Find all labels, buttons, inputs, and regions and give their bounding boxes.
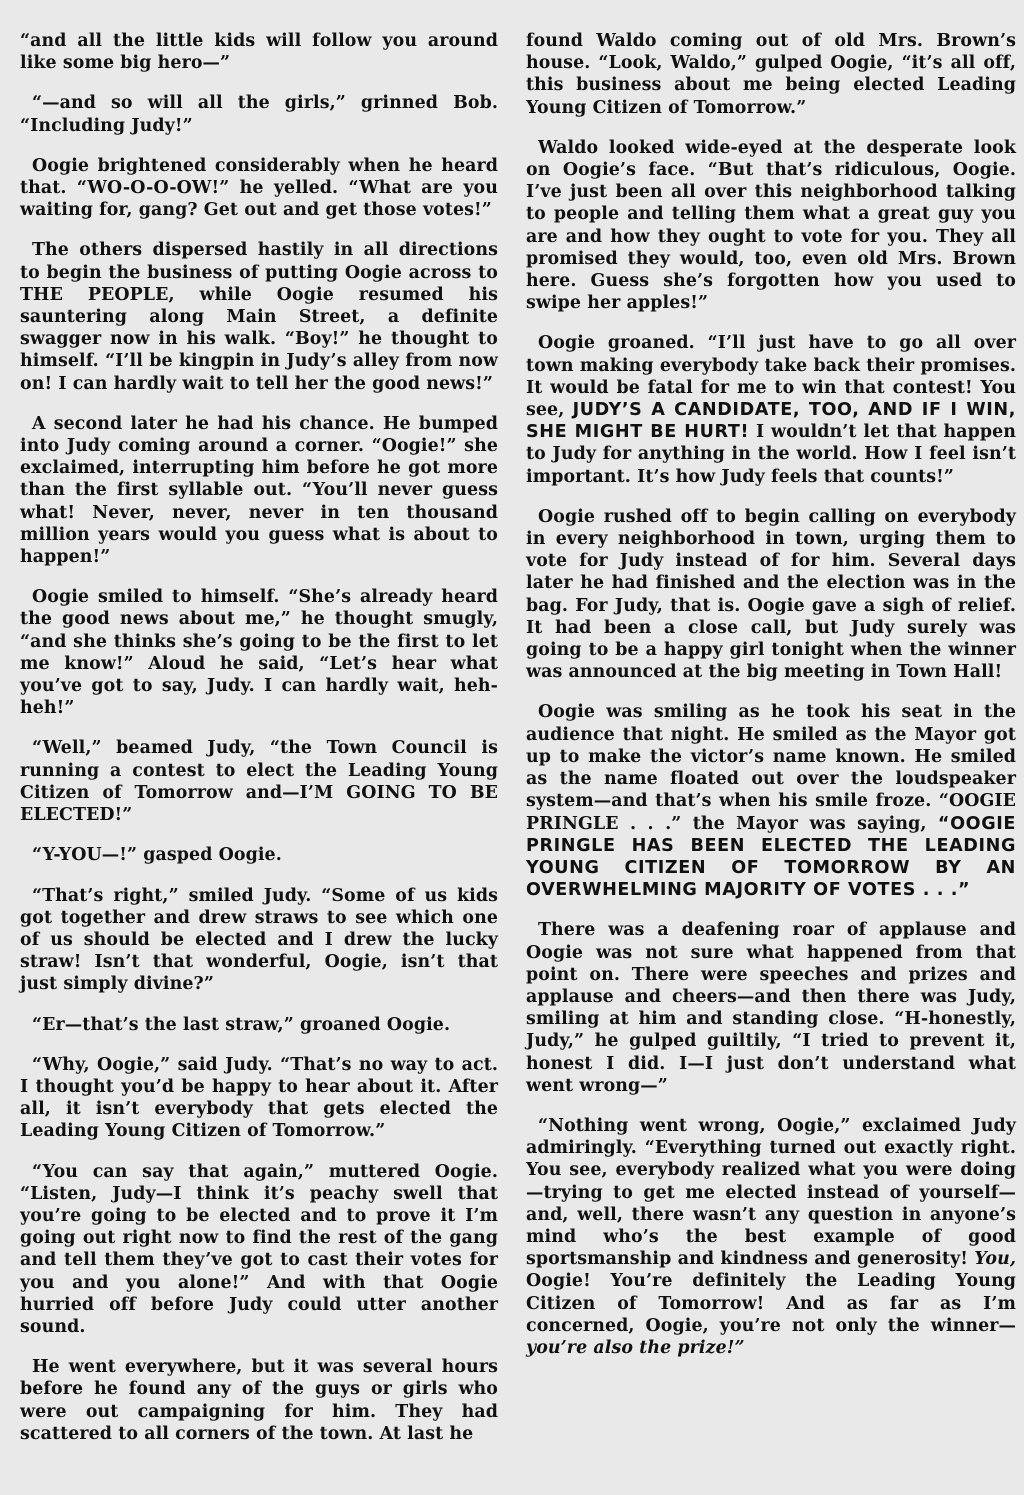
paragraph-text: Oogie groaned. “I’ll just have to go all over town making everybody take back their promises. It would be fatal for me to win that contest! You see,: [526, 333, 1016, 421]
story-paragraph: “—and so will all the girls,” grinned Bob. “Including Judy!”: [20, 93, 498, 136]
emphasis-caps-text: “OOGIE PRINGLE HAS BEEN ELECTED THE LEADING YOUNG CITIZEN OF TOMORROW BY AN OVERWHELMING MAJORITY OF VOTES . . .”: [526, 813, 1017, 901]
story-paragraph: “You can say that again,” muttered Oogie. “Listen, Judy—I think it’s peachy swell that you’re going to be elected and to prove it I’m going out right now to find the rest of the gang and tell them they’ve got to cast their votes for you and you alone!” And with that Oogie hurried off before Judy could utter another sound.: [20, 1161, 498, 1337]
story-paragraph: Waldo looked wide-eyed at the desperate look on Oogie’s face. “But that’s ridiculous, Oogie. I’ve just been all over this neighborhood talking to people and telling them what a great guy you are and how they ought to vote for you. They all promised they would, too, even old Mrs. Brown here. Guess she’s forgotten how you used to swipe her apples!”: [526, 137, 1016, 314]
story-paragraph: Oogie smiled to himself. “She’s already heard the good news about me,” he thought smugly, “and she thinks she’s going to be the first to let me know!” Aloud he said, “Let’s hear what you’ve got to say, Judy. I can hardly wait, heh-heh!”: [20, 587, 498, 719]
story-paragraph: Oogie rushed off to begin calling on everybody in every neighborhood in town, urging them to vote for Judy instead of for him. Several days later he had finished and the election was in the bag. For Judy, that is. Oogie gave a sigh of relief. It had been a close call, but Judy surely was going to be a happy girl tonight when the winner was announced at the big meeting in Town Hall!: [526, 506, 1016, 683]
emphasis-caps-text: JUDY’S A CANDIDATE, TOO, AND IF I WIN, SHE MIGHT BE HURT!: [526, 400, 1016, 443]
story-paragraph: “Y-YOU—!” gasped Oogie.: [32, 845, 282, 866]
story-paragraph: The others dispersed hastily in all directions to begin the business of putting Oogie across to THE PEOPLE, while Oogie resumed his sauntering along Main Street, a definite swagger now in his walk. “Boy!” he thought to himself. “I’ll be kingpin in Judy’s alley from now on! I can hardly wait to tell her the good news!”: [20, 240, 498, 394]
story-paragraph: [526, 701, 1016, 901]
right-column: [526, 30, 1016, 1495]
story-paragraph: “and all the little kids will follow you around like some big hero—”: [20, 31, 498, 74]
story-paragraph: “Why, Oogie,” said Judy. “That’s no way to act. I thought you’d be happy to hear about it. After all, it isn’t everybody that gets elected the Leading Young Citizen of Tomorrow.”: [20, 1054, 498, 1142]
story-paragraph: He went everywhere, but it was several hours before he found any of the guys or girls who were out campaigning for him. They had scattered to all corners of the town. At last he: [20, 1357, 498, 1444]
story-paragraph: “That’s right,” smiled Judy. “Some of us kids got together and drew straws to see which one of us should be elected and I drew the lucky straw! Isn’t that wonderful, Oogie, isn’t that just simply divine?”: [20, 885, 498, 995]
paragraph-text: Oogie! You’re definitely the Leading Young Citizen of Tomorrow! And as far as I’m concerned, Oogie, you’re not only the winner—: [526, 1271, 1016, 1336]
paragraph-text: “Nothing went wrong, Oogie,” exclaimed Judy admiringly. “Everything turned out exactly right. You see, everybody realized what you were doing—trying to get me elected instead of yourself—and, well, there wasn’t any question in anyone’s mind who’s the best example of good sportsmanship and kindness and generosity!: [526, 1115, 1016, 1270]
story-paragraph: “Er—that’s the last straw,” groaned Oogie.: [32, 1014, 451, 1035]
left-column: [20, 30, 498, 1495]
story-paragraph: [526, 1115, 1016, 1359]
emphasis-italic-text: You,: [974, 1249, 1016, 1270]
story-paragraph: A second later he had his chance. He bumped into Judy coming around a corner. “Oogie!” she exclaimed, interrupting him before he got more than the first syllable out. “You’ll never guess what! Never, never, never in ten thousand million years would you guess what is about to happen!”: [20, 413, 498, 568]
story-paragraph: found Waldo coming out of old Mrs. Brown’s house. “Look, Waldo,” gulped Oogie, “it’s all off, this business about me being elected Leading Young Citizen of Tomorrow.”: [526, 31, 1016, 118]
story-paragraph: There was a deafening roar of applause and Oogie was not sure what happened from that point on. There were speeches and prizes and applause and cheers—and then there was Judy, smiling at him and standing close. “H-honestly, Judy,” he gulped guiltily, “I tried to prevent it, honest I did. I—I just don’t understand what went wrong—”: [526, 920, 1016, 1096]
story-paragraph: Oogie brightened considerably when he heard that. “WO-O-O-OW!” he yelled. “What are you waiting for, gang? Get out and get those votes!”: [20, 155, 498, 221]
story-paragraph: [526, 332, 1016, 487]
paragraph-text: I wouldn’t let that happen to Judy for anything in the world. How I feel isn’t important. It’s how Judy feels that counts!”: [526, 422, 1017, 487]
story-paragraph: “Well,” beamed Judy, “the Town Council is running a contest to elect the Leading Young Citizen of Tomorrow and—I’M GOING TO BE ELECTED!”: [20, 738, 498, 826]
emphasis-italic-text: you’re also the prize!”: [526, 1337, 745, 1358]
paragraph-text: Oogie was smiling as he took his seat in the audience that night. He smiled as the Mayor got up to make the victor’s name known. He smiled as the name floated out over the loudspeaker system—and that’s when his smile froze. “OOGIE PRINGLE . . .” the Mayor was saying,: [526, 702, 1016, 834]
